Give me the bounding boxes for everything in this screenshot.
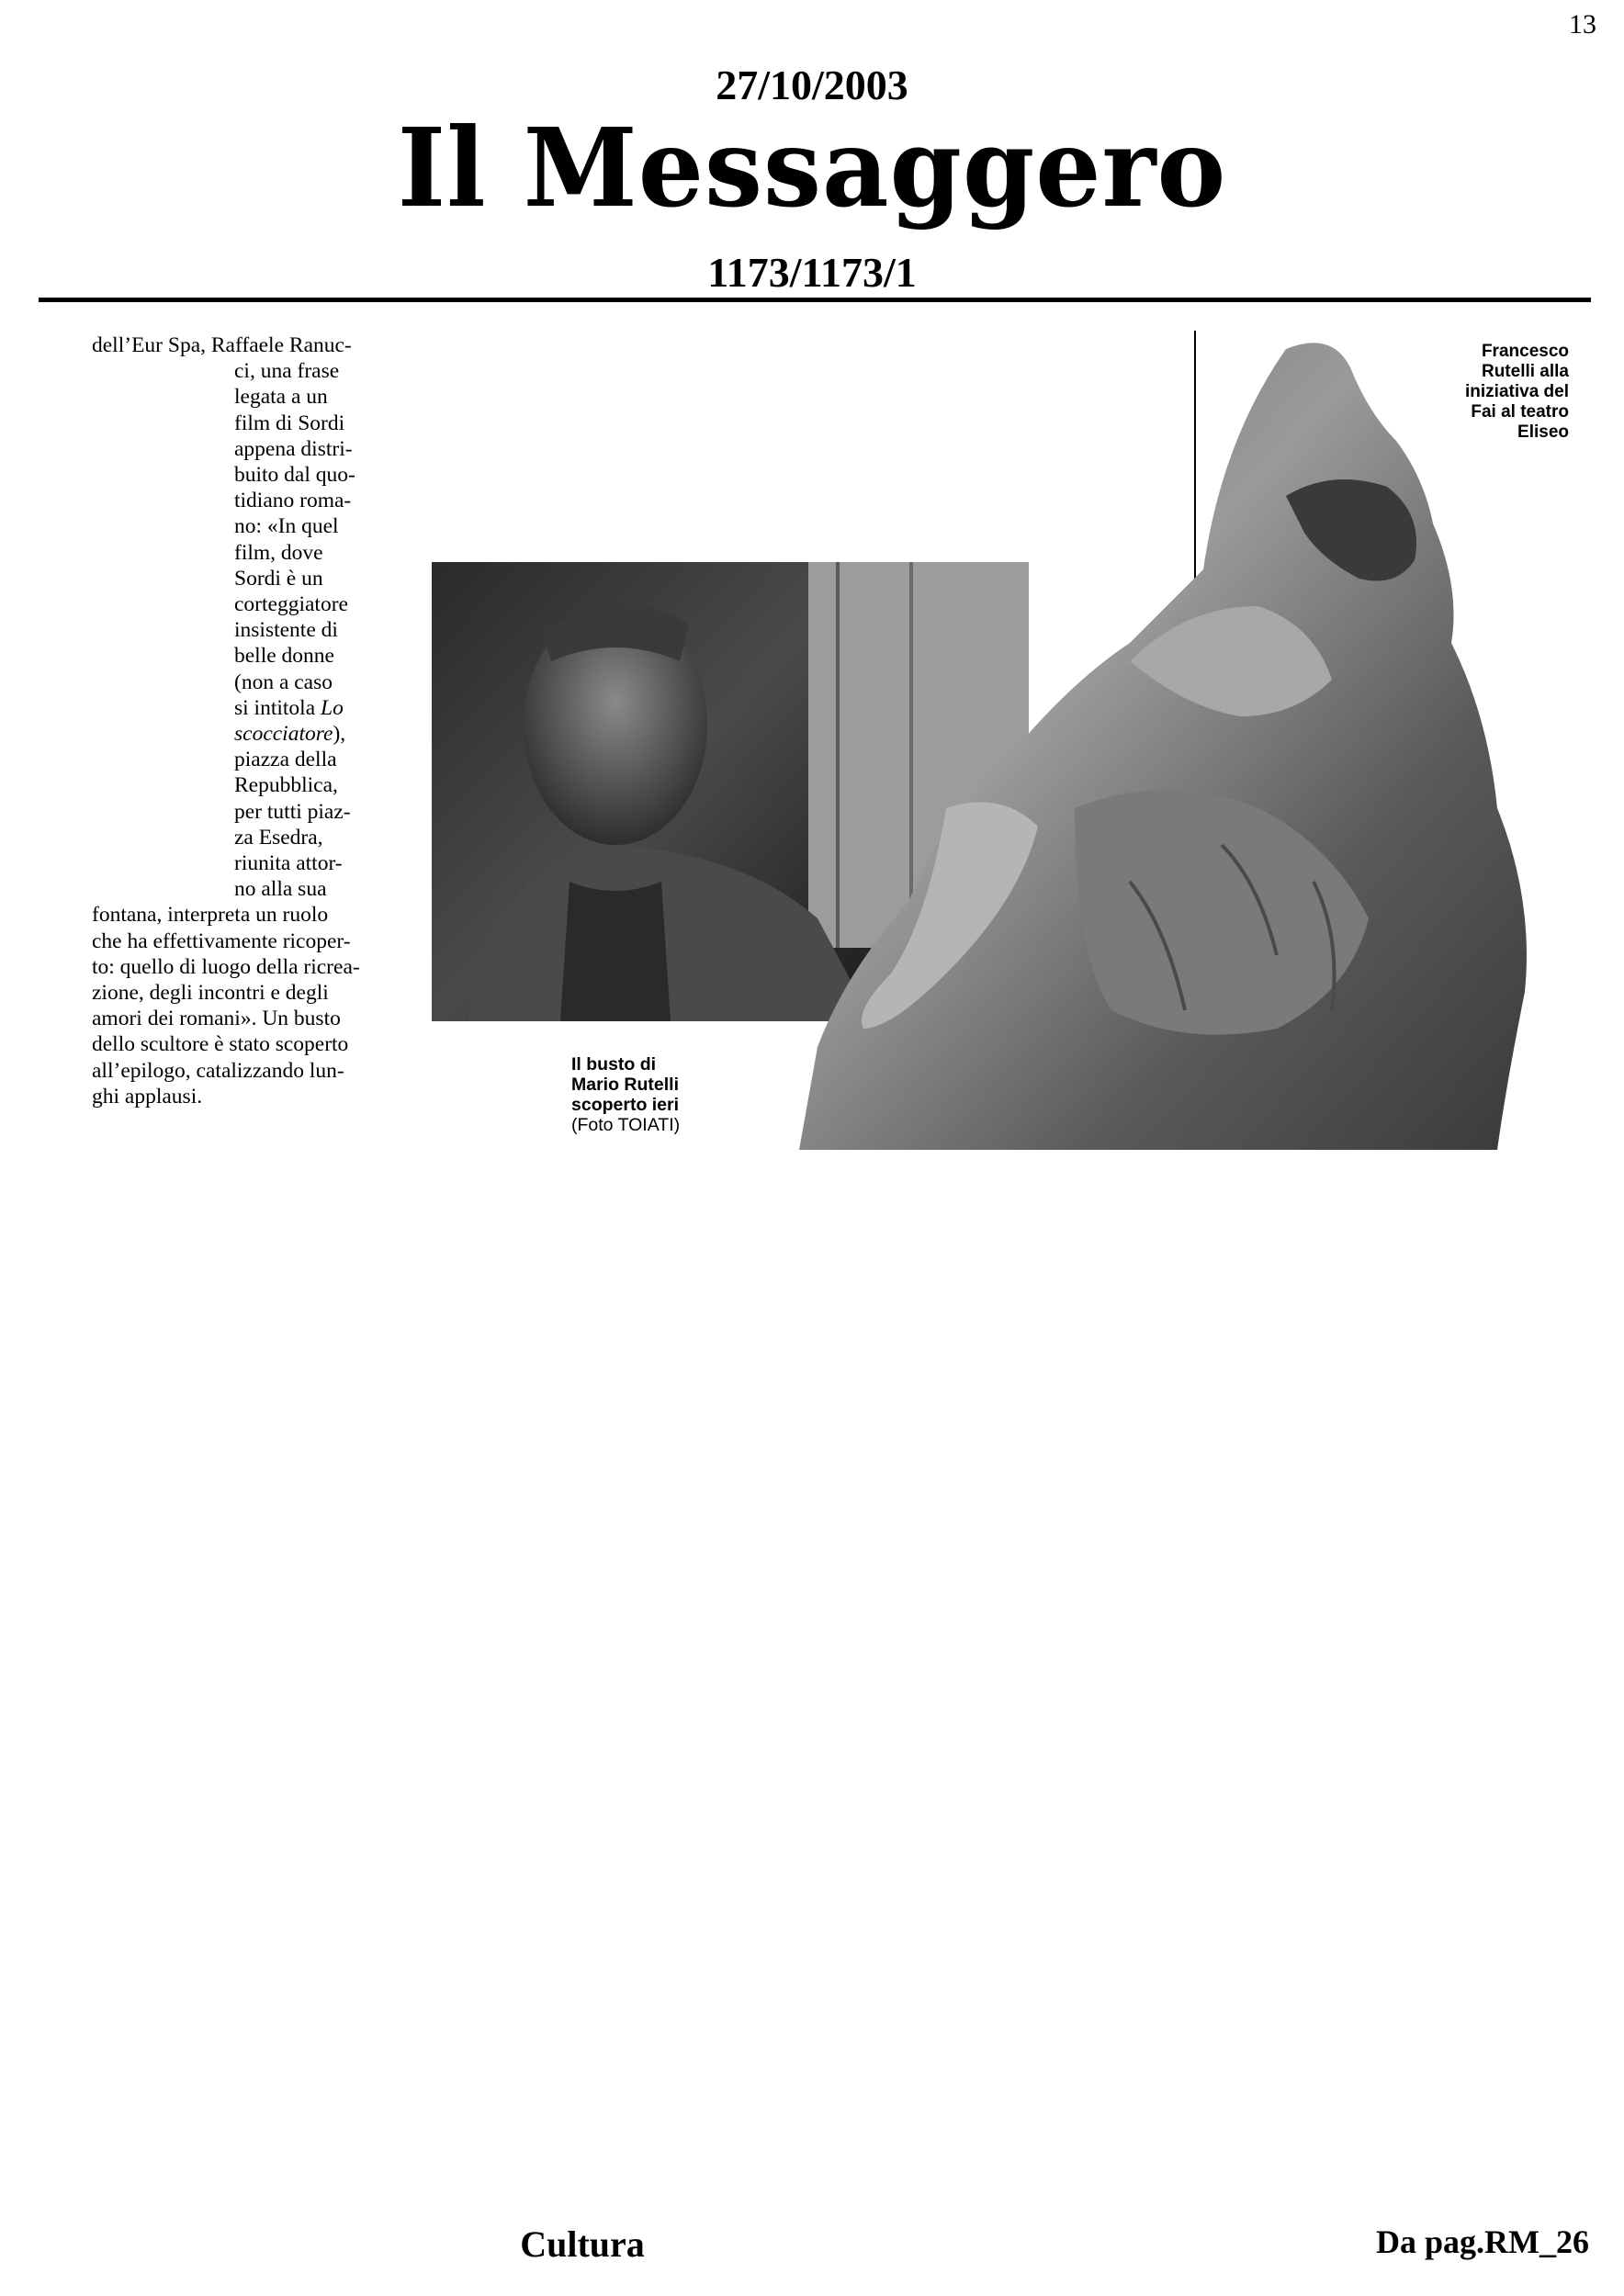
issue-code: 1173/1173/1 [707,249,917,296]
article-line: ci, una frase [234,359,340,384]
article-line: piazza della [234,748,337,772]
article-line: corteggiatore [234,592,348,617]
caption-line: Rutelli alla [1481,362,1569,381]
article-line: Repubblica, [234,773,338,798]
article-line: legata a un [234,385,328,410]
article-line: appena distri- [234,436,353,461]
article-line: film, dove [234,540,323,565]
publication-date: 27/10/2003 [716,62,908,108]
article-line-text: si intitola [234,695,316,720]
photo-credit: (Foto TOIATI) [571,1115,681,1135]
newspaper-masthead: Il Messaggero [397,105,1227,232]
article-line: ghi applausi. [92,1084,203,1109]
article-line: che ha effettivamente ricoper- [92,929,351,953]
caption-line: Francesco [1481,342,1569,361]
article-line: zione, degli incontri e degli [92,981,329,1006]
article-line: za Esedra, [234,825,323,850]
source-page: Da pag.RM_26 [1376,2223,1589,2260]
film-title-part: scocciatore [234,722,333,747]
header-rule [39,298,1591,302]
article-line: fontana, interpreta un ruolo [92,903,329,928]
caption-line: scoperto ieri [571,1095,680,1115]
article-line: tidiano roma- [234,489,352,513]
caption-line: iniziativa del [1465,382,1569,401]
film-title-part: Lo [321,695,344,720]
article-line: buito dal quo- [234,463,355,488]
page-number: 13 [1569,9,1596,39]
article-line [92,695,406,721]
article-line-text: ), [333,722,346,747]
caption-left [571,1054,755,1135]
photo-panel [432,331,1587,1150]
article-line: (non a caso [234,670,333,694]
article-line: insistente di [234,618,338,643]
article-line: film di Sordi [234,411,345,435]
article-line: dell’Eur Spa, Raffaele Ranuc- [92,333,352,357]
article-line [92,721,406,747]
article-line: riunita attor- [234,851,343,876]
article-line: Sordi è un [234,566,323,591]
caption-line: Eliseo [1517,422,1569,442]
article-line: no alla sua [234,877,327,902]
article-line: to: quello di luogo della ricrea- [92,954,360,979]
caption-line: Mario Rutelli [571,1075,680,1095]
caption-line: Il busto di [571,1054,657,1075]
caption-right [1422,342,1569,443]
article-line: dello scultore è stato scoperto [92,1032,349,1057]
caption-line: Fai al teatro [1471,402,1569,422]
article-line: no: «In quel [234,514,339,539]
article-line: per tutti piaz- [234,799,351,824]
article-line: all’epilogo, catalizzando lun- [92,1058,344,1083]
article-line: amori dei romani». Un busto [92,1007,341,1031]
section-label: Cultura [520,2223,645,2265]
article-line: belle donne [234,644,334,669]
sculpture-photo [432,331,1587,1150]
article-text-column [92,332,406,1109]
